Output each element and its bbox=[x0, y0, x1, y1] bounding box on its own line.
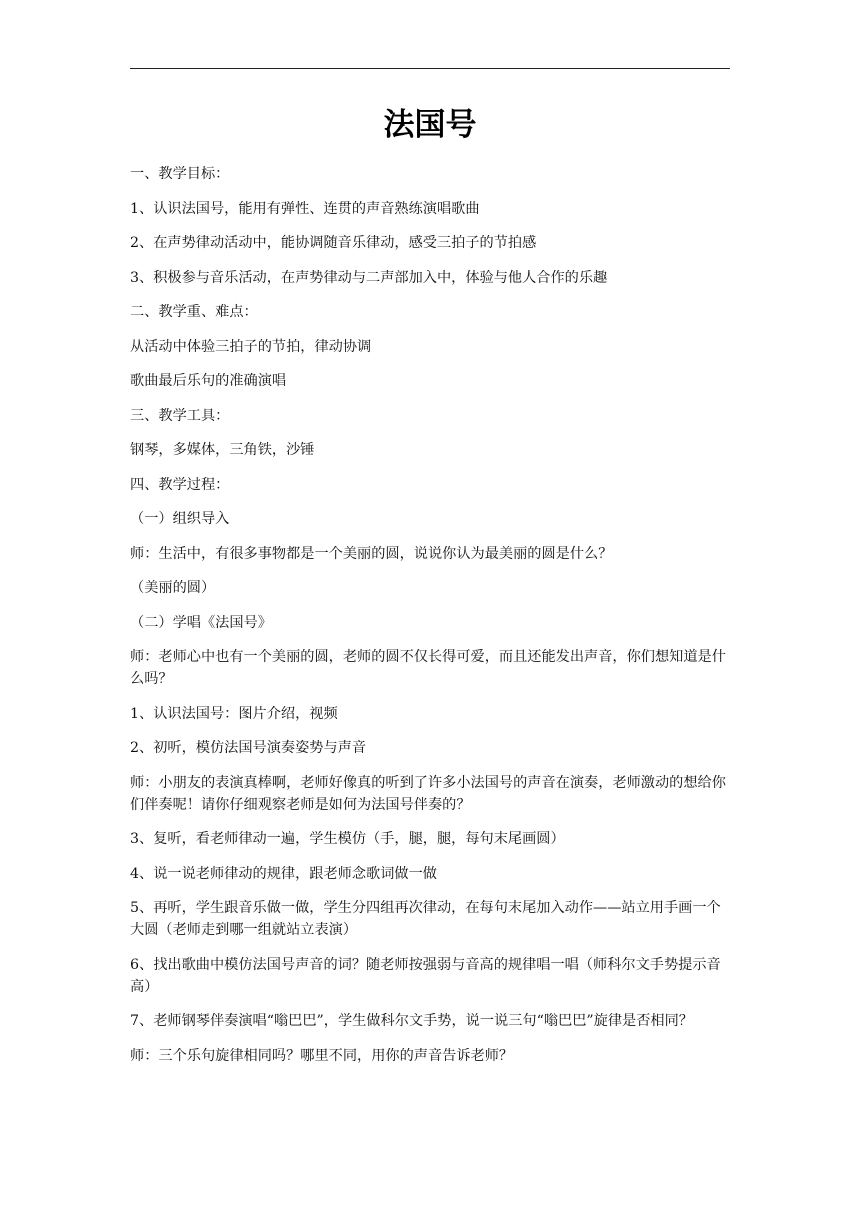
section-heading-objectives: 一、教学目标： bbox=[130, 166, 230, 182]
process-paragraph: 师：小朋友的表演真棒啊，老师好像真的听到了许多小法国号的声音在演奏，老师激动的想给你们伴奏呢！请你仔细观察老师是如何为法国号伴奏的？ bbox=[130, 774, 726, 813]
process-paragraph: 师：老师心中也有一个美丽的圆，老师的圆不仅长得可爱，而且还能发出声音，你们想知道是什么吗？ bbox=[130, 649, 726, 687]
objective-item: 2、在声势律动活动中，能协调随音乐律动，感受三拍子的节拍感 bbox=[130, 235, 537, 251]
document-title: 法国号 bbox=[383, 107, 477, 143]
subsection-heading: （二）学唱《法国号》 bbox=[130, 614, 272, 631]
process-step: 5、再听，学生跟音乐做一做，学生分四组再次律动，在每句末尾加入动作——站立用手画一个大圆（老师走到哪一组就站立表演） bbox=[130, 900, 721, 938]
process-step: 6、找出歌曲中模仿法国号声音的词？随老师按强弱与音高的规律唱一唱（师科尔文手势提示音高） bbox=[130, 956, 721, 995]
process-step: 3、复听，看老师律动一遍，学生模仿（手，腿，腿，每句末尾画圆） bbox=[130, 831, 565, 847]
section-heading-key-points: 二、教学重、难点： bbox=[130, 304, 258, 320]
key-point-item: 歌曲最后乐句的准确演唱 bbox=[130, 373, 287, 389]
process-step: 7、老师钢琴伴奏演唱“嗡巴巴”，学生做科尔文手势，说一说三句“嗡巴巴”旋律是否相同？ bbox=[130, 1013, 693, 1029]
section-heading-tools: 三、教学工具： bbox=[130, 407, 230, 424]
process-paragraph: 师：生活中，有很多事物都是一个美丽的圆，说说你认为最美丽的圆是什么？ bbox=[130, 545, 613, 562]
process-paragraph: 师：三个乐句旋律相同吗？哪里不同，用你的声音告诉老师？ bbox=[130, 1047, 514, 1064]
process-step: 1、认识法国号：图片介绍，视频 bbox=[130, 705, 338, 722]
objective-item: 3、积极参与音乐活动，在声势律动与二声部加入中，体验与他人合作的乐趣 bbox=[130, 269, 608, 286]
objective-item: 1、认识法国号，能用有弹性、连贯的声音熟练演唱歌曲 bbox=[130, 200, 480, 217]
section-heading-process: 四、教学过程： bbox=[130, 476, 230, 493]
process-step: 4、说一说老师律动的规律，跟老师念歌词做一做 bbox=[130, 865, 437, 882]
document-body bbox=[130, 163, 730, 1079]
process-paragraph: （美丽的圆） bbox=[130, 580, 216, 596]
key-point-item: 从活动中体验三拍子的节拍，律动协调 bbox=[130, 338, 372, 355]
subsection-heading: （一）组织导入 bbox=[130, 511, 230, 527]
header-rule bbox=[130, 68, 730, 69]
process-step: 2、初听，模仿法国号演奏姿势与声音 bbox=[130, 740, 367, 756]
tools-text: 钢琴，多媒体，三角铁，沙锤 bbox=[130, 442, 315, 458]
